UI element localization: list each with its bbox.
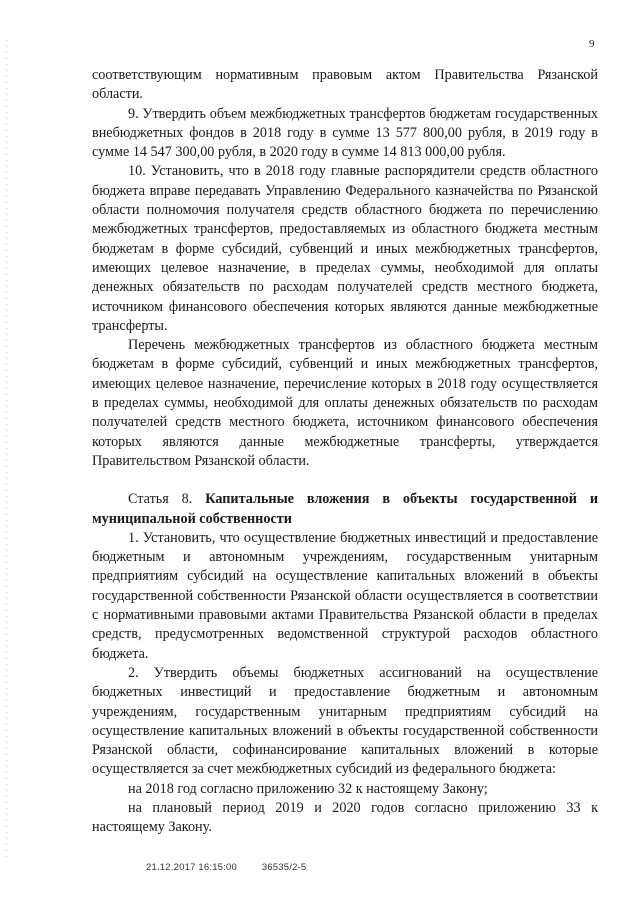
paragraph: 9. Утвердить объем межбюджетных трансфертов бюджетам государственных внебюджетных фондов в 2018 году в сумме 13 577 800,00 рубля, в 2019 году в сумме 14 547 300,00 рубля, в 2020 году в сумме 14 813 000,00 рубля.	[92, 105, 598, 161]
footer-doc-id: 36535/2-5	[261, 862, 307, 873]
article-label: Статья 8.	[128, 491, 193, 508]
article-heading	[92, 490, 598, 529]
paragraph: на плановый период 2019 и 2020 годов согласно приложению 33 к настоящему Закону.	[92, 799, 598, 836]
paragraph: 1. Установить, что осуществление бюджетных инвестиций и предоставление бюджетным и автономным учреждениям, государственным унитарным предприятиям субсидий на осуществление капитальных вложений в объекты государственной собственности Рязанской области осуществляется в соответствии с нормативными правовыми актами Правительства Рязанской области в пределах средств, предусмотренных ведомственной структурой расходов областного бюджета.	[92, 529, 598, 662]
paragraph: 2. Утвердить объемы бюджетных ассигнований на осуществление бюджетных инвестиций и предоставление бюджетным и автономным учреждениям, государственным унитарным предприятиям субсидий на осуществление капитальных вложений в объекты государственной собственности Рязанской области, софинансирование капитальных вложений в которые осуществляется за счет межбюджетных субсидий из федерального бюджета:	[92, 664, 598, 778]
paragraph: 10. Установить, что в 2018 году главные распорядители средств областного бюджета вправе передавать Управлению Федерального казначейства по Рязанской области полномочия получателя средств областного бюджета по перечислению межбюджетных трансфертов, предоставляемых из областного бюджета местным бюджетам в форме субсидий, субвенций и иных межбюджетных трансфертов, имеющих целевое назначение, в пределах суммы, необходимой для оплаты денежных обязательств по расходам получателей средств местного бюджета, источником финансового обеспечения которых являются данные межбюджетные трансферты.	[92, 163, 598, 334]
paragraph: на 2018 год согласно приложению 32 к настоящему Закону;	[128, 780, 488, 797]
paragraph: Перечень межбюджетных трансфертов из областного бюджета местным бюджетам в форме субсидий, субвенций и иных межбюджетных трансфертов, имеющих целевое назначение, перечисление которых в 2018 году осуществляется в пределах суммы, необходимой для оплаты денежных обязательств по расходам получателей средств местного бюджета, источником финансового обеспечения которых являются данные межбюджетные трансферты, утверждается Правительством Рязанской области.	[92, 337, 598, 469]
page-number: 9	[589, 38, 595, 50]
paragraph: соответствующим нормативным правовым актом Правительства Рязанской области.	[92, 67, 598, 103]
article-title: Капитальные вложения в объекты государственной и муниципальной собственности	[92, 491, 599, 527]
document-body	[92, 66, 598, 838]
scan-edge-marks	[6, 40, 7, 860]
footer-stamp	[146, 862, 328, 873]
footer-timestamp: 21.12.2017 16:15:00	[146, 862, 237, 873]
